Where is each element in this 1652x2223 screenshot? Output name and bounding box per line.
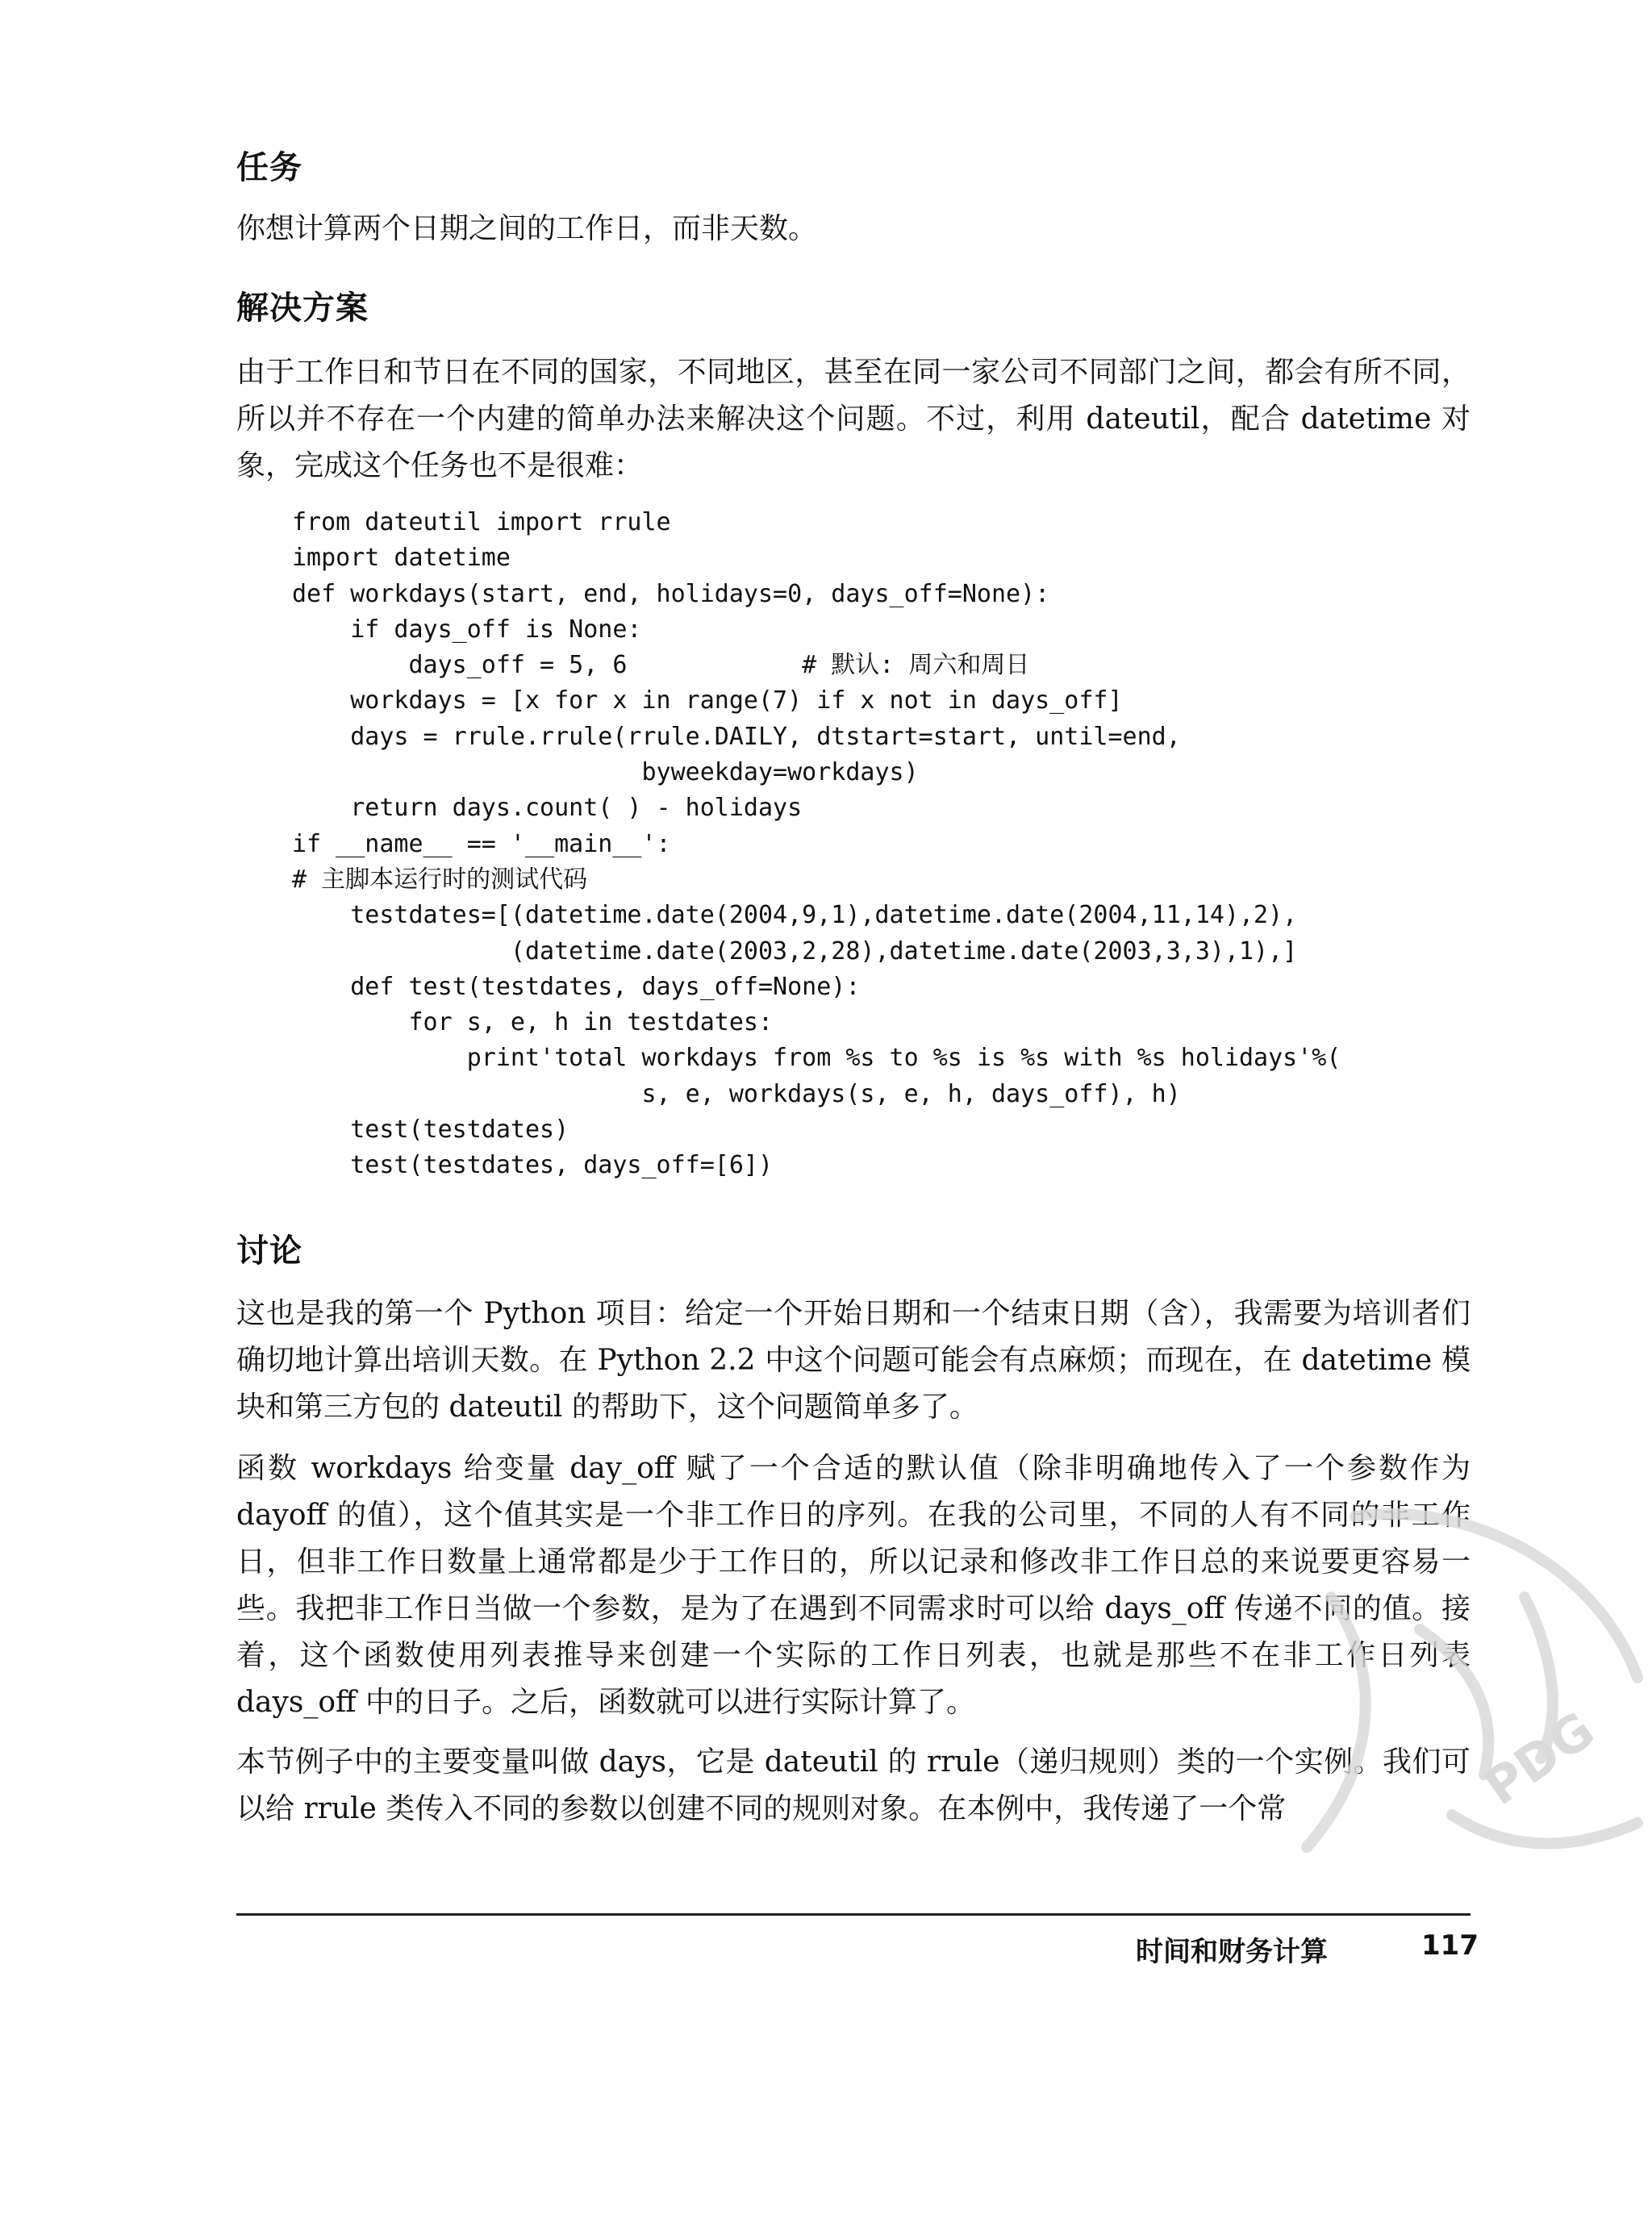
code-line: (datetime.date(2003,2,28),datetime.date(2003,3,3),1),] xyxy=(292,936,1298,966)
code-line: if __name__ == '__main__': xyxy=(292,829,671,858)
svg-text:PDG: PDG xyxy=(1473,1700,1605,1817)
code-line: def test(testdates, days_off=None): xyxy=(292,972,861,1001)
code-line: print'total workdays from %s to %s is %s with %s holidays'%( xyxy=(292,1044,1341,1073)
paragraph-discussion-2: 函数 workdays 给变量 day_off 赋了一个合适的默认值（除非明确地传入了一个参数作为 dayoff 的值），这个值其实是一个非工作日的序列。在我的公司里，不同的人有不同的非工作日，但非工作日数量上通常都是少于工作日的，所以记录和修改非工作日总的来说要更容易一些。我把非工作日当做一个参数，是为了在遇到不同需求时可以给 days_off 传递不同的值。接着，这个函数使用列表推导来创建一个实际的工作日列表，也就是那些不在非工作日列表 days_off 中的日子。之后，函数就可以进行实际计算了。 xyxy=(236,1452,1471,1719)
code-line: byweekday=workdays) xyxy=(292,758,919,787)
paragraph-task: 你想计算两个日期之间的工作日，而非天数。 xyxy=(236,212,818,245)
code-line: days_off = 5, 6 # 默认: 周六和周日 xyxy=(292,651,1030,680)
code-line: s, e, workdays(s, e, h, days_off), h) xyxy=(292,1079,1181,1108)
code-line: for s, e, h in testdates: xyxy=(292,1008,774,1037)
code-line: workdays = [x for x in range(7) if x not in days_off] xyxy=(292,686,1123,715)
heading-task: 任务 xyxy=(236,149,302,186)
code-line: test(testdates, days_off=[6]) xyxy=(292,1151,774,1180)
heading-solution: 解决方案 xyxy=(236,290,369,327)
paragraph-discussion-1: 这也是我的第一个 Python 项目：给定一个开始日期和一个结束日期（含），我需要为培训者们确切地计算出培训天数。在 Python 2.2 中这个问题可能会有点麻烦；而现在，在 datetime 模块和第三方包的 dateutil 的帮助下，这个问题简单多了。 xyxy=(236,1297,1471,1424)
watermark-logo xyxy=(1258,1468,1652,1920)
page-number: 117 xyxy=(1421,1929,1479,1962)
paragraph-discussion-3: 本节例子中的主要变量叫做 days，它是 dateutil 的 rrule（递归规则）类的一个实例。我们可以给 rrule 类传入不同的参数以创建不同的规则对象。在本例中，我传递了一个常 xyxy=(236,1745,1471,1825)
heading-discussion: 讨论 xyxy=(236,1232,302,1270)
code-line: import datetime xyxy=(292,544,511,573)
paragraph-solution: 由于工作日和节日在不同的国家，不同地区，甚至在同一家公司不同部门之间，都会有所不同，所以并不存在一个内建的简单办法来解决这个问题。不过，利用 dateutil，配合 datetime 对象，完成这个任务也不是很难： xyxy=(236,356,1471,482)
code-line: test(testdates) xyxy=(292,1116,569,1145)
code-line: from dateutil import rrule xyxy=(292,508,671,536)
footer-chapter-title: 时间和财务计算 xyxy=(1136,1936,1328,1968)
code-line: testdates=[(datetime.date(2004,9,1),datetime.date(2004,11,14),2), xyxy=(292,901,1298,930)
code-line: def workdays(start, end, holidays=0, days_off=None): xyxy=(292,579,1050,608)
code-line: if days_off is None: xyxy=(292,615,642,644)
code-line: return days.count( ) - holidays xyxy=(292,794,803,823)
code-comment-line: # 主脚本运行时的测试代码 xyxy=(292,865,588,894)
code-line: days = rrule.rrule(rrule.DAILY, dtstart=start, until=end, xyxy=(292,722,1181,751)
code-listing xyxy=(292,505,1341,1184)
